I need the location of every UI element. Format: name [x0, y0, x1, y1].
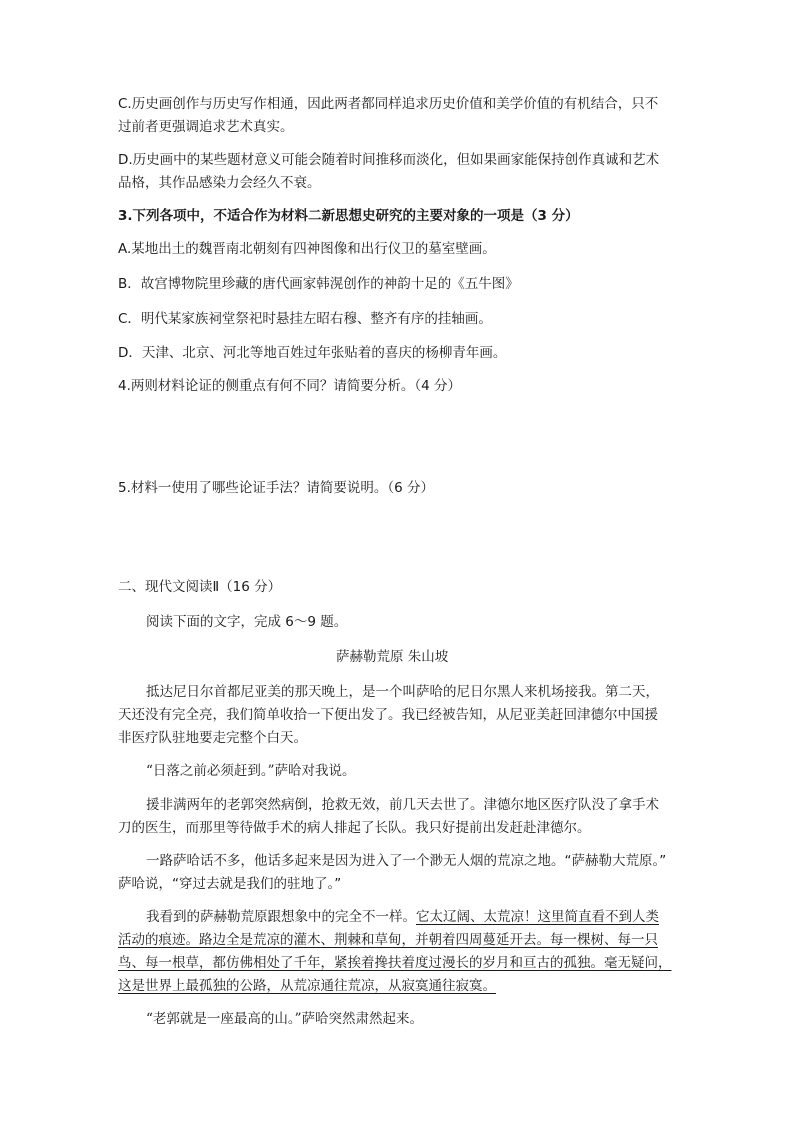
q2-option-c-line1: C.历史画创作与历史写作相通，因此两者都同样追求历史价值和美学价值的有机结合，只不	[118, 96, 659, 112]
q2-option-c-line2: 过前者更强调追求艺术真实。	[118, 119, 294, 135]
q3-option-c: C．明代某家族祠堂祭祀时悬挂左昭右穆、整齐有序的挂轴画。	[118, 311, 492, 327]
section2-instruction: 阅读下面的文字，完成 6～9 题。	[146, 614, 348, 630]
q3-option-b: B．故宫博物院里珍藏的唐代画家韩滉创作的神韵十足的《五牛图》	[118, 276, 519, 292]
p1-line3: 非医疗队驻地要走完整个白天。	[118, 730, 307, 746]
p2: “日落之前必须赶到。”萨哈对我说。	[146, 763, 356, 779]
p3-line1: 援非满两年的老郭突然病倒，抢救无效，前几天去世了。津德尔地区医疗队没了拿手术	[146, 797, 659, 813]
p1-line1: 抵达尼日尔首都尼亚美的那天晚上，是一个叫萨哈的尼日尔黑人来机场接我。第二天，	[146, 684, 659, 700]
section2-heading: 二、现代文阅读Ⅱ（16 分）	[118, 579, 282, 595]
q5-stem: 5.材料一使用了哪些论证手法？请简要说明。（6 分）	[118, 480, 435, 496]
p4-line1: 一路萨哈话不多，他话多起来是因为进入了一个渺无人烟的荒凉之地。“萨赫勒大荒原。”	[146, 853, 667, 869]
p5-line1-underlined: 它太辽阔、太荒凉！这里简直看不到人类	[416, 909, 659, 925]
q4-stem: 4.两则材料论证的侧重点有何不同？请简要分析。（4 分）	[118, 378, 462, 394]
q2-option-d-line1: D.历史画中的某些题材意义可能会随着时间推移而淡化，但如果画家能保持创作真诚和艺术	[118, 152, 660, 168]
p5-line3: 鸟、每一根草，都仿佛相处了千年，紧挨着搀扶着度过漫长的岁月和亘古的孤独。毫无疑问，	[118, 955, 672, 971]
p5-line4: 这是世界上最孤独的公路，从荒凉通往荒凉，从寂寞通往寂寞。	[118, 978, 496, 994]
q3-option-a: A.某地出土的魏晋南北朝刻有四神图像和出行仪卫的墓室壁画。	[118, 241, 496, 257]
p5-line2: 活动的痕迹。路边全是荒凉的灌木、荆棘和草甸，并朝着四周蔓延开去。每一棵树、每一只	[118, 932, 658, 948]
p1-line2: 天还没有完全亮，我们简单收拾一下便出发了。我已经被告知，从尼亚美赶回津德尔中国援	[118, 707, 658, 723]
q3-option-d: D．天津、北京、河北等地百姓过年张贴着的喜庆的杨柳青年画。	[118, 345, 507, 361]
passage-title: 萨赫勒荒原 朱山坡	[336, 649, 449, 665]
q2-option-d-line2: 品格，其作品感染力会经久不衰。	[118, 175, 321, 191]
p3-line2: 刀的医生，而那里等待做手术的病人排起了长队。我只好提前出发赶赴津德尔。	[118, 820, 591, 836]
q3-stem: 3.下列各项中，不适合作为材料二新思想史研究的主要对象的一项是（3 分）	[118, 208, 579, 224]
p5-line1-plain: 我看到的萨赫勒荒原跟想象中的完全不一样。	[146, 909, 416, 925]
p4-line2: 萨哈说，“穿过去就是我们的驻地了。”	[118, 876, 342, 892]
p6: “老郭就是一座最高的山。”萨哈突然肃然起来。	[146, 1011, 424, 1027]
p5-line1	[146, 907, 659, 927]
